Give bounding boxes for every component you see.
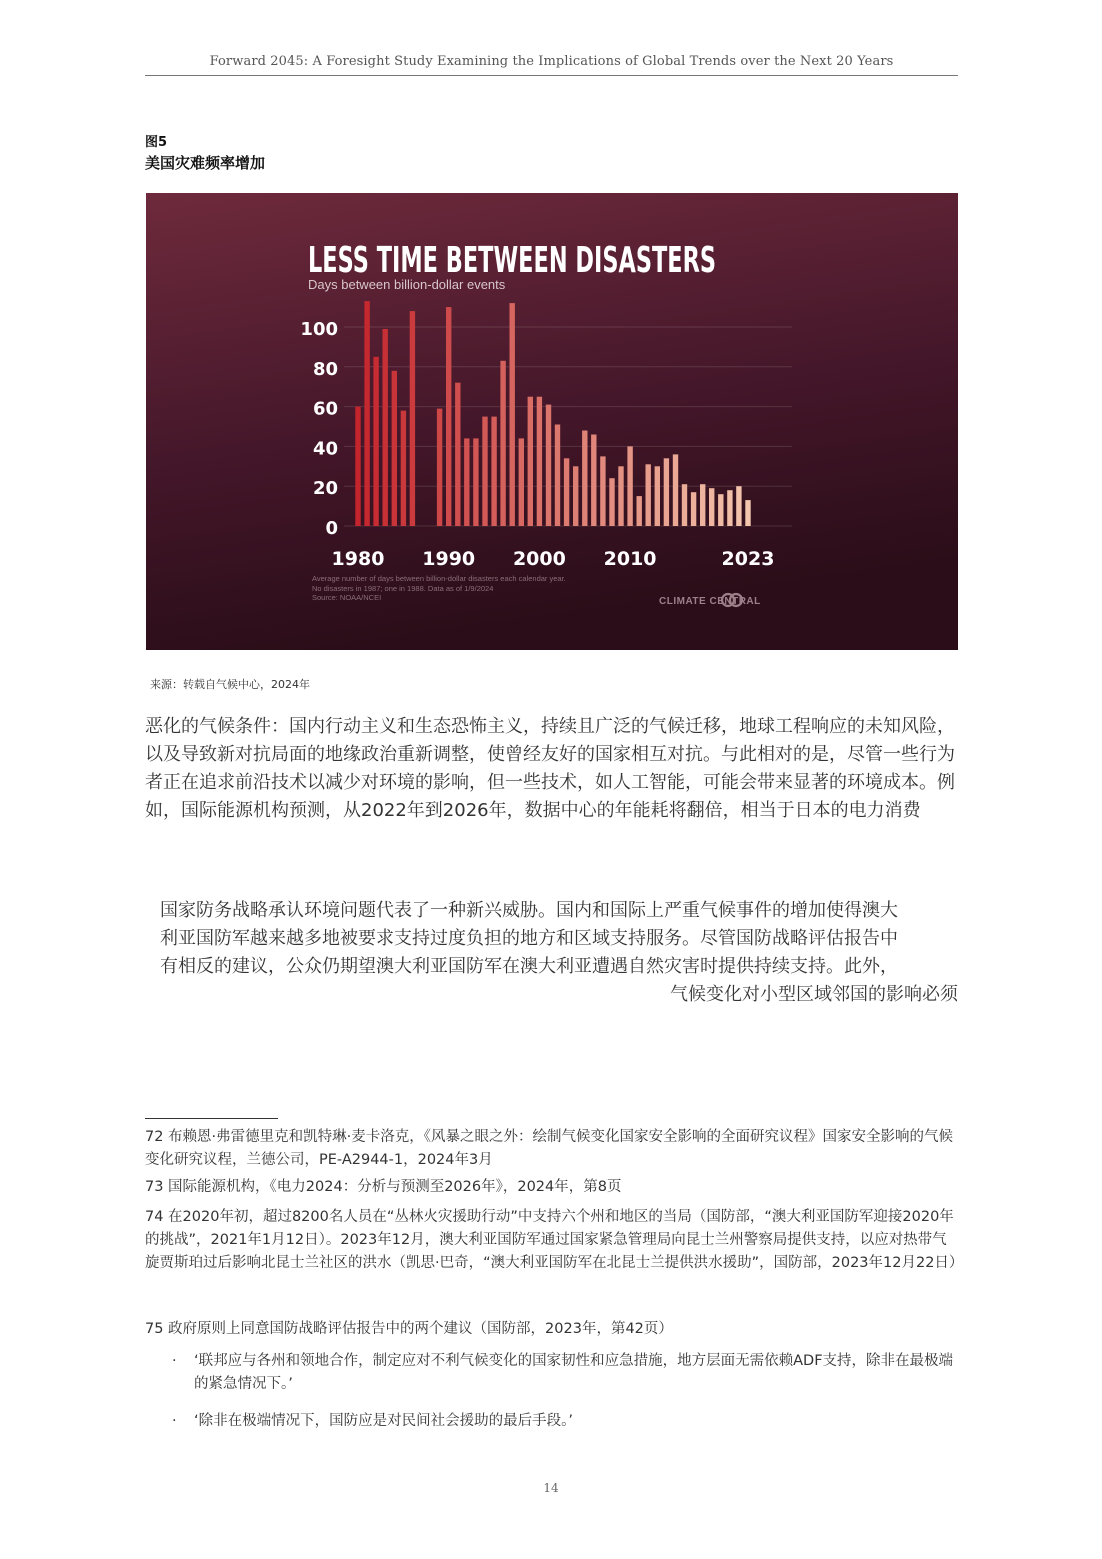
x-tick-label: 1980 xyxy=(331,548,385,570)
figure-source: 来源：转载自气候中心，2024年 xyxy=(150,678,310,691)
bar-2001 xyxy=(546,405,551,526)
bar-1983 xyxy=(383,329,388,526)
header-rule xyxy=(145,75,958,76)
bar-2018 xyxy=(700,484,705,526)
quote-line: 气候变化对小型区域邻国的影响必须 xyxy=(670,984,958,1005)
footnote-72: 72 布赖恩·弗雷德里克和凯特琳·麦卡洛克，《风暴之眼之外：绘制气候变化国家安全影响的全面研究议程》国家安全影响的气候变化研究议程，兰德公司，PE-A2944-1，2024年3月 xyxy=(145,1129,954,1168)
x-tick-label: 2023 xyxy=(721,548,775,570)
bar-2003 xyxy=(564,458,569,526)
bar-2005 xyxy=(582,431,587,527)
x-tick-label: 2010 xyxy=(603,548,657,570)
bar-2013 xyxy=(655,466,660,526)
bar-2022 xyxy=(736,486,741,526)
chart-title: LESS TIME BETWEEN DISASTERS xyxy=(308,240,716,281)
y-tick-label: 60 xyxy=(312,398,338,420)
bar-1985 xyxy=(401,411,406,526)
quote-line: 国家防务战略承认环境问题代表了一种新兴威胁。国内和国际上严重气候事件的增加使得澳大 xyxy=(160,900,898,921)
bar-1992 xyxy=(464,438,469,526)
x-tick-label: 1990 xyxy=(422,548,476,570)
callout-quote xyxy=(160,897,958,1009)
bar-1980 xyxy=(355,407,360,526)
quote-line: 利亚国防军越来越多地被要求支持过度负担的地方和区域支持服务。尽管国防战略评估报告中 xyxy=(160,928,898,949)
bar-2009 xyxy=(618,466,623,526)
footnote-73: 73 国际能源机构，《电力2024：分析与预测至2026年》，2024年，第8页 xyxy=(145,1179,622,1195)
bar-1995 xyxy=(491,417,496,526)
bar-1984 xyxy=(392,371,397,526)
chart-note-2: No disasters in 1987; one in 1988. Data as of 1/9/2024 xyxy=(312,584,494,593)
bar-2011 xyxy=(637,496,642,526)
bar-1996 xyxy=(500,361,505,526)
bar-1993 xyxy=(473,438,478,526)
x-tick-label: 2000 xyxy=(512,548,566,570)
bar-1982 xyxy=(373,357,378,526)
body-paragraph: 恶化的气候条件：国内行动主义和生态恐怖主义，持续且广泛的气候迁移，地球工程响应的未知风险，以及导致新对抗局面的地缘政治重新调整，使曾经友好的国家相互对抗。与此相对的是，尽管一些行为者正在追求前沿技术以减少对环境的影响，但一些技术，如人工智能，可能会带来显著的环境成本。例如，国际能源机构预测，从2022年到2026年，数据中心的年能耗将翻倍，相当于日本的电力消费 xyxy=(145,716,955,821)
chart-note-1: Average number of days between billion-dollar disasters each calendar year. xyxy=(312,574,566,583)
y-tick-label: 80 xyxy=(312,358,338,380)
bar-2004 xyxy=(573,466,578,526)
bar-2006 xyxy=(591,435,596,527)
bar-2015 xyxy=(673,454,678,526)
page-number: 14 xyxy=(543,1481,559,1495)
bar-1989 xyxy=(437,409,442,526)
bar-2023 xyxy=(745,500,750,526)
bullet-item xyxy=(172,1410,962,1433)
bar-2016 xyxy=(682,484,687,526)
bar-2020 xyxy=(718,494,723,526)
bar-1981 xyxy=(364,301,369,526)
bar-1997 xyxy=(510,303,515,526)
bullet-item xyxy=(172,1350,962,1396)
bar-2012 xyxy=(646,464,651,526)
bar-2019 xyxy=(709,488,714,526)
chart-subtitle: Days between billion-dollar events xyxy=(308,277,506,292)
chart-note-source: Source: NOAA/NCEI xyxy=(312,593,382,602)
footnote-rule xyxy=(145,1118,278,1119)
bar-2014 xyxy=(664,458,669,526)
bullet-text: ‘联邦应与各州和领地合作，制定应对不利气候变化的国家韧性和应急措施，地方层面无需依赖ADF支持，除非在最极端的紧急情况下。’ xyxy=(194,1353,954,1392)
y-tick-label: 0 xyxy=(325,518,338,539)
bar-2002 xyxy=(555,425,560,527)
footnote-74: 74 在2020年初，超过8200名人员在“丛林火灾援助行动”中支持六个州和地区的当局（国防部，“澳大利亚国防军迎接2020年的挑战”，2021年1月12日）。2023年12月，澳大利亚国防军通过国家紧急管理局向昆士兰州警察局提供支持，以应对热带气旋贾斯珀过后影响北昆士兰社区的洪水（凯思·巴奇，“澳大利亚国防军在北昆士兰提供洪水援助”，国防部，2023年12月22日） xyxy=(145,1209,964,1271)
y-tick-label: 40 xyxy=(312,438,338,460)
bar-1998 xyxy=(519,438,524,526)
bar-2010 xyxy=(627,446,632,526)
bar-1986 xyxy=(410,311,415,526)
quote-line: 有相反的建议，公众仍期望澳大利亚国防军在澳大利亚遭遇自然灾害时提供持续支持。此外， xyxy=(160,956,898,977)
disaster-chart xyxy=(146,193,958,650)
bullet-mark: · xyxy=(172,1353,177,1369)
footnote-75: 75 政府原则上同意国防战略评估报告中的两个建议（国防部，2023年，第42页） xyxy=(145,1321,673,1337)
running-header: Forward 2045: A Foresight Study Examining the Implications of Global Trends over the Next 20 Years xyxy=(209,54,894,69)
bar-2021 xyxy=(727,490,732,526)
bar-2008 xyxy=(609,478,614,526)
chart-svg xyxy=(146,193,958,650)
bullet-text: ‘除非在极端情况下，国防应是对民间社会援助的最后手段。’ xyxy=(194,1413,573,1429)
chart-brand: CLIMATE CENTRAL xyxy=(659,596,761,607)
figure-label: 图5 xyxy=(145,135,168,150)
y-tick-label: 20 xyxy=(312,478,338,500)
bar-2000 xyxy=(537,397,542,526)
bullet-mark: · xyxy=(172,1413,177,1429)
figure-title: 美国灾难频率增加 xyxy=(145,154,266,172)
bar-1994 xyxy=(482,417,487,526)
y-tick-label: 100 xyxy=(300,319,338,340)
bar-1990 xyxy=(446,307,451,526)
bar-1999 xyxy=(528,397,533,526)
bar-2007 xyxy=(600,456,605,526)
bar-1991 xyxy=(455,383,460,526)
bar-2017 xyxy=(691,492,696,526)
